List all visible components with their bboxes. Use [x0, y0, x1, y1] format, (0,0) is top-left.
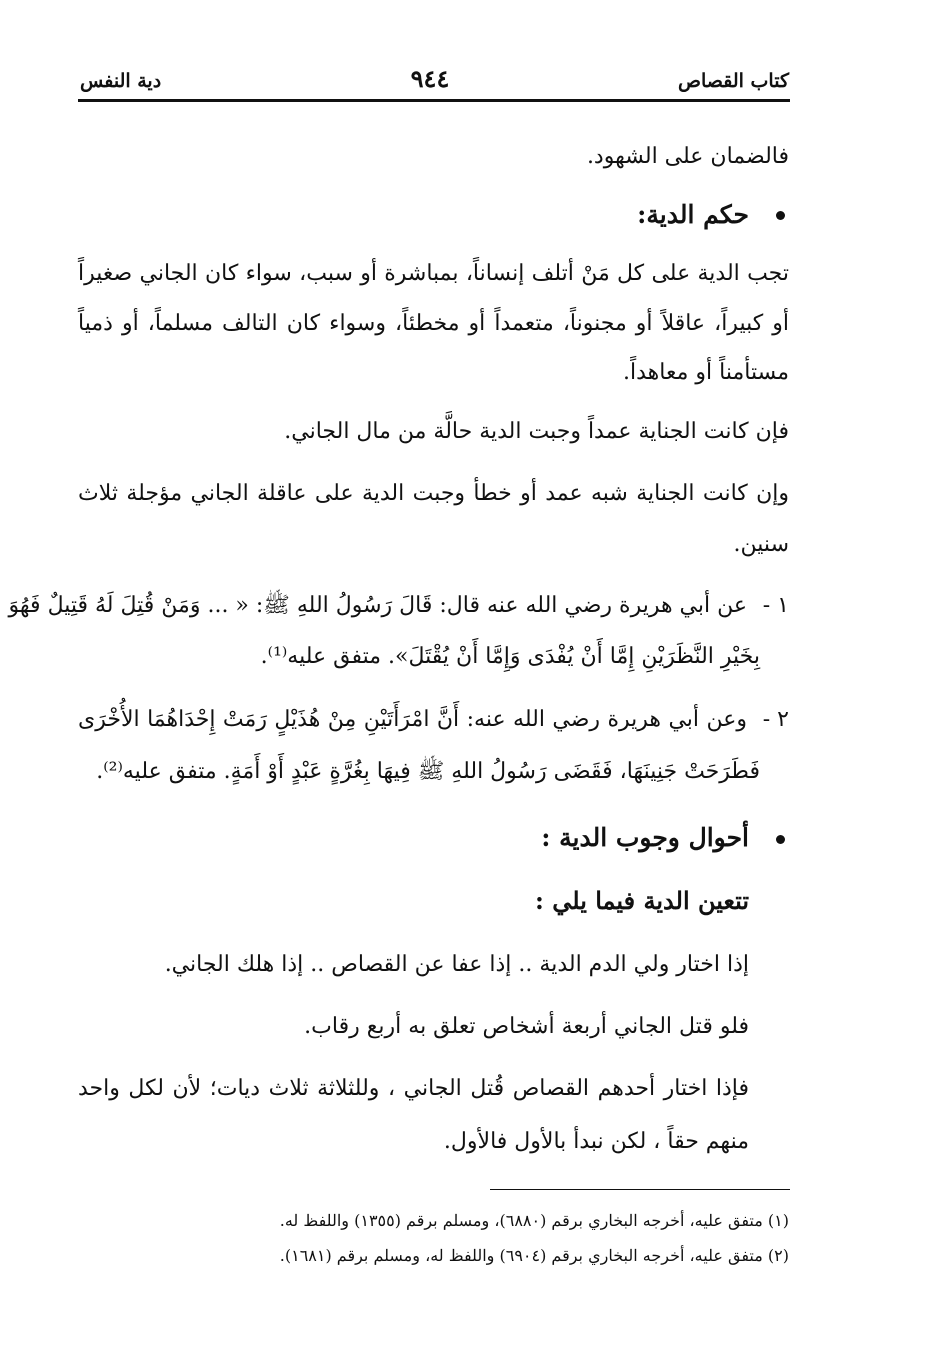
bullet-icon	[776, 211, 785, 220]
bullet-icon	[776, 835, 785, 844]
paragraph-line: مستأمناً أو معاهداً.	[623, 360, 789, 385]
hadith-line: عن أبي هريرة رضي الله عنه قال: قَالَ رَسُولُ اللهِ ﷺ: « ... وَمَنْ قُتِلَ لَهُ قَتِيلٌ فَهُوَ	[8, 593, 747, 618]
section-heading: أحوال وجوب الدية :	[541, 823, 749, 852]
paragraph-line: أو كبيراً، عاقلاً أو مجنوناً، متعمداً أو مخطئاً، وسواء كان التالف مسلماً، أو ذمياً	[78, 311, 789, 336]
intro-line: فالضمان على الشهود.	[586, 144, 789, 169]
hadith-line: وعن أبي هريرة رضي الله عنه: أَنَّ امْرَأَتَيْنِ مِنْ هُذَيْلٍ رَمَتْ إِحْدَاهُمَا الأُخْرَى	[78, 707, 747, 732]
paragraph-line: إذا اختار ولي الدم الدية .. إذا عفا عن القصاص .. إذا هلك الجاني.	[164, 952, 749, 977]
paragraph-line: فلو قتل الجاني أربعة أشخاص تعلق به أربع رقاب.	[304, 1014, 749, 1039]
footnote: (٢) متفق عليه، أخرجه البخاري برقم (٦٩٠٤) واللفظ له، ومسلم برقم (١٦٨١).	[279, 1246, 789, 1265]
sub-heading: تتعين الدية فيما يلي :	[535, 886, 749, 915]
header-book-title: كتاب القصاص	[678, 70, 789, 92]
header-divider	[78, 99, 790, 102]
paragraph-line: سنين.	[733, 532, 789, 557]
paragraph-line: منهم حقاً ، لكن نبدأ بالأول فالأول.	[443, 1129, 749, 1154]
paragraph-line: وإن كانت الجناية شبه عمد أو خطأ وجبت الدية على عاقلة الجاني مؤجلة ثلاث	[78, 481, 789, 506]
hadith-number: ٢ -	[762, 707, 789, 732]
hadith-line: بِخَيْرِ النَّظَرَيْنِ إِمَّا أَنْ يُفْدَى وَإِمَّا أَنْ يُقْتَلَ». متفق عليه⁽¹⁾.	[260, 644, 760, 669]
section-heading: حكم الدية:	[637, 200, 749, 229]
footnote-divider	[490, 1189, 790, 1190]
footnote: (١) متفق عليه، أخرجه البخاري برقم (٦٨٨٠)، ومسلم برقم (١٣٥٥) واللفظ له.	[279, 1211, 789, 1230]
paragraph-line: فإن كانت الجناية عمداً وجبت الدية حالَّة من مال الجاني.	[284, 419, 789, 444]
header-chapter-title: دية النفس	[80, 70, 162, 92]
header-page-number: ٩٤٤	[410, 64, 450, 93]
hadith-line: فَطَرَحَتْ جَنِينَهَا، فَقَضَى رَسُولُ اللهِ ﷺ فِيهَا بِغُرَّةٍ عَبْدٍ أَوْ أَمَةٍ. متفق عليه⁽²⁾.	[96, 759, 760, 784]
paragraph-line: تجب الدية على كل مَنْ أتلف إنساناً، بمباشرة أو سبب، سواء كان الجاني صغيراً	[78, 261, 789, 286]
hadith-number: ١ -	[762, 593, 789, 618]
paragraph-line: فإذا اختار أحدهم القصاص قُتل الجاني ، وللثلاثة ثلاث ديات؛ لأن لكل واحد	[78, 1076, 749, 1101]
